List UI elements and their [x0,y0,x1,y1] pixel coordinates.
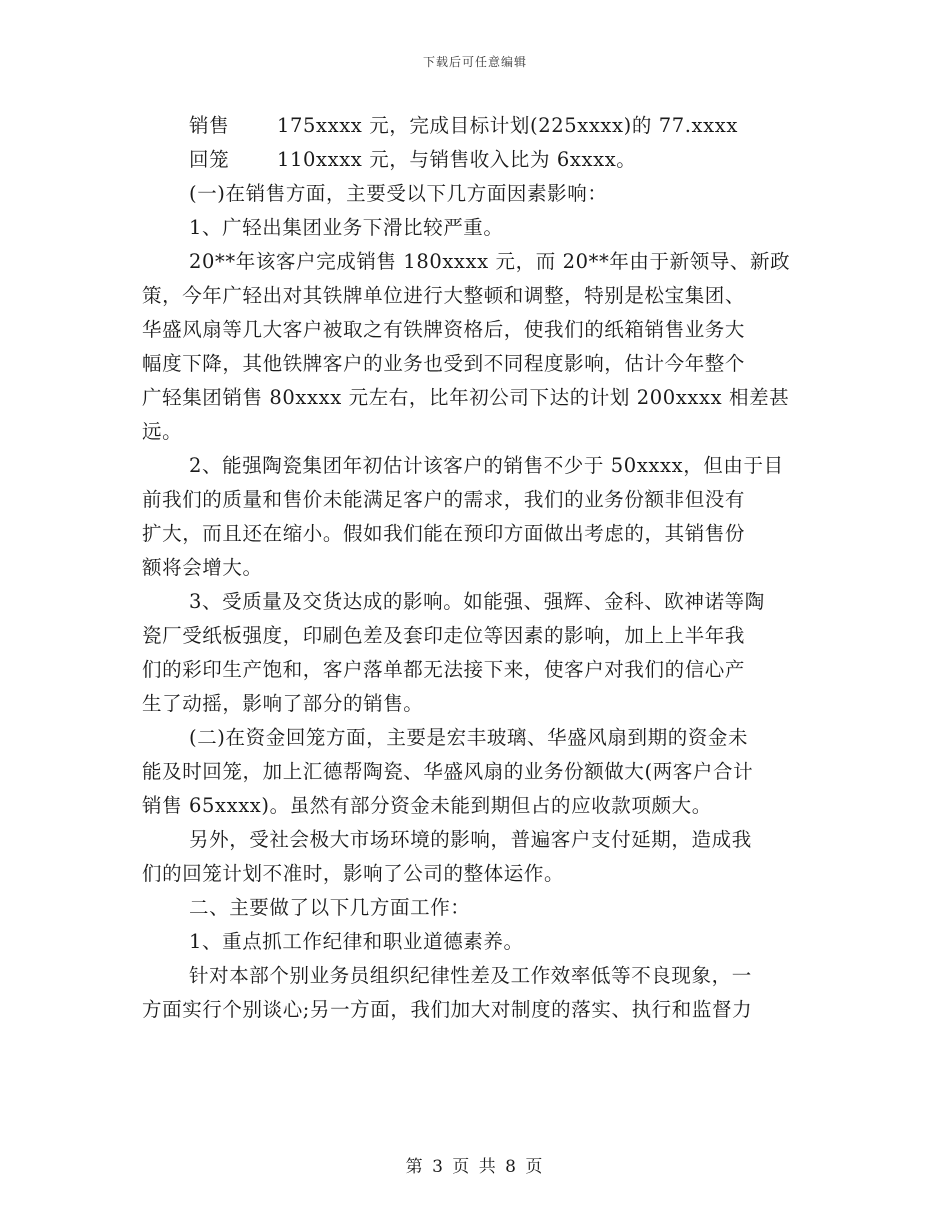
text-line: 2、能强陶瓷集团年初估计该客户的销售不少于 50xxxx，但由于目 [189,454,784,477]
text-line: 额将会增大。 [142,556,263,579]
page-number: 第 3 页 共 8 页 [405,1157,545,1177]
text-line: 生了动摇，影响了部分的销售。 [142,692,424,715]
text-line: 远。 [142,420,183,443]
text-line: 前我们的质量和售价未能满足客户的需求，我们的业务份额非但没有 [142,488,746,511]
text-line: 1、重点抓工作纪律和职业道德素养。 [189,930,524,953]
text-line: 20**年该客户完成销售 180xxxx 元，而 20**年由于新领导、新政 [189,250,791,273]
document-body [142,109,812,1027]
text-line: 瓷厂受纸板强度，印刷色差及套印走位等因素的影响，加上上半年我 [142,624,746,647]
text-line: (二)在资金回笼方面，主要是宏丰玻璃、华盛风扇到期的资金未 [189,726,749,749]
text-line: 能及时回笼，加上汇德帮陶瓷、华盛风扇的业务份额做大(两客户合计 [142,760,754,783]
text-line: 广轻集团销售 80xxxx 元左右，比年初公司下达的计划 200xxxx 相差甚 [142,386,790,409]
text-line: 销售 65xxxx)。虽然有部分资金未能到期但占的应收款项颇大。 [142,794,712,817]
text-line: 方面实行个别谈心;另一方面，我们加大对制度的落实、执行和监督力 [142,998,753,1021]
text-line: 策，今年广轻出对其铁牌单位进行大整顿和调整，特别是松宝集团、 [142,284,746,307]
text-line: 扩大，而且还在缩小。假如我们能在预印方面做出考虑的，其销售份 [142,522,746,545]
row-label: 销售 [189,114,230,137]
text-line: 针对本部个别业务员组织纪律性差及工作效率低等不良现象，一 [189,964,752,987]
page-header: 下载后可任意编辑 [422,55,527,69]
text-line: 华盛风扇等几大客户被取之有铁牌资格后，使我们的纸箱销售业务大 [142,318,746,341]
row-value: 175xxxx 元，完成目标计划(225xxxx)的 77.xxxx [277,114,738,137]
text-line: 们的回笼计划不准时，影响了公司的整体运作。 [142,862,565,885]
row-label: 回笼 [189,148,230,171]
text-line: 另外，受社会极大市场环境的影响，普遍客户支付延期，造成我 [189,828,752,851]
row-value: 110xxxx 元，与销售收入比为 6xxxx。 [277,148,637,171]
text-line: (一)在销售方面，主要受以下几方面因素影响： [189,182,608,205]
text-line: 1、广轻出集团业务下滑比较严重。 [189,216,504,239]
text-line [142,109,812,143]
text-line: 们的彩印生产饱和，客户落单都无法接下来，使客户对我们的信心产 [142,658,746,681]
text-line: 3、受质量及交货达成的影响。如能强、强辉、金科、欧神诺等陶 [189,590,765,613]
text-line [142,143,812,177]
text-line: 二、主要做了以下几方面工作： [189,896,471,919]
text-line: 幅度下降，其他铁牌客户的业务也受到不同程度影响，估计今年整个 [142,352,746,375]
